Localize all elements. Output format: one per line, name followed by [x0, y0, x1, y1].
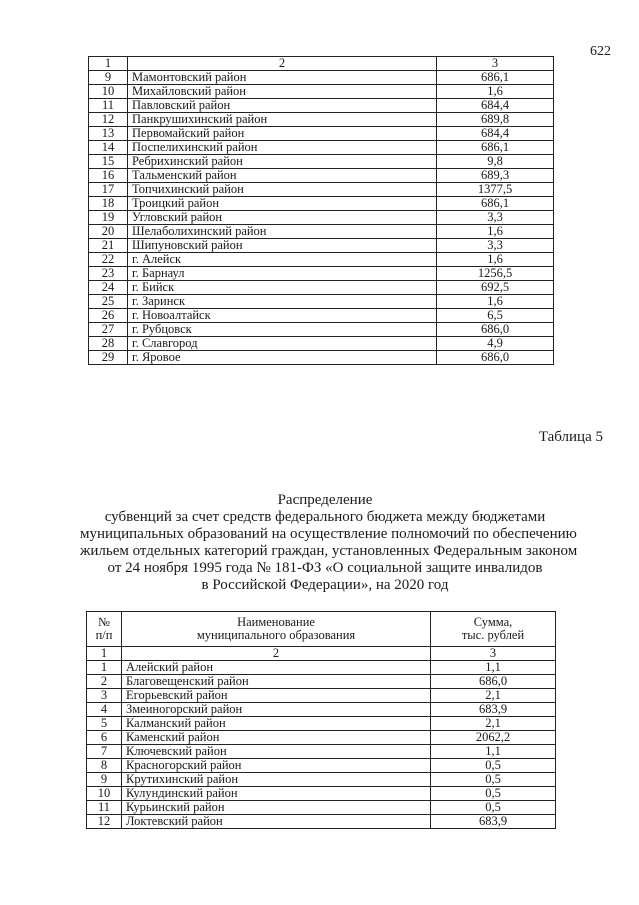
row-name: г. Яровое — [128, 351, 437, 365]
row-value: 0,5 — [431, 801, 556, 815]
row-number: 27 — [89, 323, 128, 337]
row-value: 683,9 — [431, 703, 556, 717]
row-number: 13 — [89, 127, 128, 141]
heading-line: муниципальных образований на осуществление полномочий по обеспечению — [80, 526, 577, 542]
row-value: 9,8 — [437, 155, 554, 169]
table-index-row — [89, 57, 554, 71]
table-row — [89, 337, 554, 351]
row-name: Кулундинский район — [122, 787, 431, 801]
heading-line: субвенций за счет средств федерального бюджета между бюджетами — [104, 509, 546, 525]
row-value: 2062,2 — [431, 731, 556, 745]
table-row — [87, 703, 556, 717]
row-number: 3 — [87, 689, 122, 703]
row-name: г. Бийск — [128, 281, 437, 295]
header-num: № п/п — [87, 612, 122, 647]
index-cell-value: 3 — [431, 647, 556, 661]
row-name: Тальменский район — [128, 169, 437, 183]
row-name: Топчихинский район — [128, 183, 437, 197]
row-name: Калманский район — [122, 717, 431, 731]
row-number: 15 — [89, 155, 128, 169]
row-number: 19 — [89, 211, 128, 225]
table-heading — [80, 492, 578, 594]
row-value: 1,6 — [437, 295, 554, 309]
table-row — [89, 295, 554, 309]
row-name: г. Рубцовск — [128, 323, 437, 337]
row-name: Благовещенский район — [122, 675, 431, 689]
row-number: 6 — [87, 731, 122, 745]
table-row — [89, 99, 554, 113]
index-cell-name: 2 — [122, 647, 431, 661]
heading-line: от 24 ноября 1995 года № 181-ФЗ «О социальной защите инвалидов — [107, 560, 543, 576]
table-row — [89, 127, 554, 141]
subsidy-table-body — [87, 612, 556, 829]
row-value: 689,8 — [437, 113, 554, 127]
row-name: Шипуновский район — [128, 239, 437, 253]
table-row — [89, 113, 554, 127]
row-name: Ребрихинский район — [128, 155, 437, 169]
row-number: 21 — [89, 239, 128, 253]
row-number: 18 — [89, 197, 128, 211]
header-value: Сумма, тыс. рублей — [431, 612, 556, 647]
row-value: 1377,5 — [437, 183, 554, 197]
row-number: 24 — [89, 281, 128, 295]
header-name: Наименование муниципального образования — [122, 612, 431, 647]
row-value: 3,3 — [437, 211, 554, 225]
heading-line: Распределение — [277, 492, 373, 508]
table-row — [87, 689, 556, 703]
row-name: Михайловский район — [128, 85, 437, 99]
row-value: 0,5 — [431, 773, 556, 787]
row-number: 20 — [89, 225, 128, 239]
row-value: 1,6 — [437, 253, 554, 267]
row-value: 686,0 — [431, 675, 556, 689]
table-index-row — [87, 647, 556, 661]
row-value: 683,9 — [431, 815, 556, 829]
row-value: 684,4 — [437, 127, 554, 141]
row-name: Первомайский район — [128, 127, 437, 141]
table-row — [89, 281, 554, 295]
row-name: Троицкий район — [128, 197, 437, 211]
index-cell-value: 3 — [437, 57, 554, 71]
table-row — [89, 225, 554, 239]
row-number: 16 — [89, 169, 128, 183]
row-name: Мамонтовский район — [128, 71, 437, 85]
row-value: 4,9 — [437, 337, 554, 351]
table-row — [89, 155, 554, 169]
row-number: 22 — [89, 253, 128, 267]
row-number: 9 — [87, 773, 122, 787]
table-row — [89, 351, 554, 365]
row-value: 686,0 — [437, 323, 554, 337]
row-number: 26 — [89, 309, 128, 323]
row-name: Курьинский район — [122, 801, 431, 815]
row-value: 1,6 — [437, 85, 554, 99]
row-number: 5 — [87, 717, 122, 731]
index-cell-name: 2 — [128, 57, 437, 71]
row-name: Крутихинский район — [122, 773, 431, 787]
row-number: 14 — [89, 141, 128, 155]
row-value: 2,1 — [431, 689, 556, 703]
table-row — [89, 253, 554, 267]
subsidy-table — [86, 611, 556, 829]
row-name: Угловский район — [128, 211, 437, 225]
row-value: 1,1 — [431, 661, 556, 675]
row-value: 1,1 — [431, 745, 556, 759]
row-number: 7 — [87, 745, 122, 759]
table-row — [87, 717, 556, 731]
table-header-row — [87, 612, 556, 647]
index-cell-num: 1 — [89, 57, 128, 71]
table-row — [89, 323, 554, 337]
row-name: Локтевский район — [122, 815, 431, 829]
row-number: 17 — [89, 183, 128, 197]
table-row — [89, 71, 554, 85]
row-value: 686,0 — [437, 351, 554, 365]
row-name: Поспелихинский район — [128, 141, 437, 155]
table-row — [87, 773, 556, 787]
table-row — [87, 661, 556, 675]
row-name: г. Новоалтайск — [128, 309, 437, 323]
row-name: Каменский район — [122, 731, 431, 745]
table-row — [87, 675, 556, 689]
row-value: 692,5 — [437, 281, 554, 295]
row-value: 6,5 — [437, 309, 554, 323]
row-value: 686,1 — [437, 197, 554, 211]
row-value: 1,6 — [437, 225, 554, 239]
table-row — [89, 239, 554, 253]
row-value: 689,3 — [437, 169, 554, 183]
continued-table — [88, 56, 554, 365]
row-name: Шелаболихинский район — [128, 225, 437, 239]
row-name: г. Барнаул — [128, 267, 437, 281]
row-number: 29 — [89, 351, 128, 365]
continued-table-body — [89, 57, 554, 365]
row-name: Егорьевский район — [122, 689, 431, 703]
row-number: 25 — [89, 295, 128, 309]
row-name: Павловский район — [128, 99, 437, 113]
row-value: 1256,5 — [437, 267, 554, 281]
heading-line: в Российской Федерации», на 2020 год — [201, 577, 449, 593]
row-number: 4 — [87, 703, 122, 717]
row-name: Змеиногорский район — [122, 703, 431, 717]
row-number: 8 — [87, 759, 122, 773]
table-row — [89, 309, 554, 323]
row-value: 686,1 — [437, 141, 554, 155]
table-row — [89, 141, 554, 155]
row-value: 0,5 — [431, 787, 556, 801]
table-row — [87, 787, 556, 801]
row-name: Панкрушихинский район — [128, 113, 437, 127]
page-number: 622 — [590, 44, 611, 59]
table-row — [89, 183, 554, 197]
row-number: 10 — [89, 85, 128, 99]
row-number: 12 — [87, 815, 122, 829]
table-row — [87, 745, 556, 759]
row-number: 10 — [87, 787, 122, 801]
row-number: 11 — [87, 801, 122, 815]
row-value: 686,1 — [437, 71, 554, 85]
table-row — [89, 211, 554, 225]
table-row — [87, 815, 556, 829]
row-value: 0,5 — [431, 759, 556, 773]
table-row — [89, 267, 554, 281]
table-row — [89, 197, 554, 211]
row-name: Красногорский район — [122, 759, 431, 773]
row-number: 12 — [89, 113, 128, 127]
table-row — [89, 85, 554, 99]
row-value: 2,1 — [431, 717, 556, 731]
row-name: г. Заринск — [128, 295, 437, 309]
row-number: 23 — [89, 267, 128, 281]
row-number: 2 — [87, 675, 122, 689]
row-value: 3,3 — [437, 239, 554, 253]
table-row — [87, 801, 556, 815]
row-number: 1 — [87, 661, 122, 675]
row-number: 9 — [89, 71, 128, 85]
table-row — [87, 759, 556, 773]
table-row — [89, 169, 554, 183]
row-number: 11 — [89, 99, 128, 113]
table-row — [87, 731, 556, 745]
heading-line: жильем отдельных категорий граждан, установленных Федеральным законом — [80, 543, 578, 559]
index-cell-num: 1 — [87, 647, 122, 661]
table-label: Таблица 5 — [538, 429, 603, 445]
row-value: 684,4 — [437, 99, 554, 113]
row-name: Ключевский район — [122, 745, 431, 759]
row-number: 28 — [89, 337, 128, 351]
row-name: Алейский район — [122, 661, 431, 675]
row-name: г. Славгород — [128, 337, 437, 351]
row-name: г. Алейск — [128, 253, 437, 267]
